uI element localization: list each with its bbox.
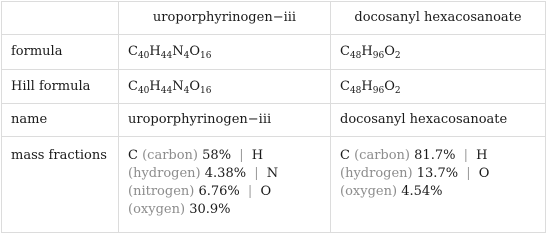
element-count: 4 — [183, 85, 190, 96]
name-compound1: uroporphyrinogen−iii — [119, 104, 331, 137]
hill-formula-compound2 — [331, 70, 546, 104]
element-symbol: H — [149, 44, 161, 59]
element-count: 44 — [160, 85, 173, 96]
element-symbol: O — [384, 44, 395, 59]
element-symbol: N — [172, 44, 184, 59]
fraction-separator: | — [247, 184, 253, 199]
fraction-element-name: (hydrogen) — [340, 166, 413, 181]
fraction-element-name: (hydrogen) — [128, 166, 201, 181]
row-label-hill-formula: Hill formula — [2, 70, 119, 104]
element-count: 40 — [137, 51, 150, 61]
fraction-separator: | — [239, 148, 244, 163]
mass-fractions-row — [2, 137, 546, 233]
name-compound2: docosanyl hexacosanoate — [331, 104, 546, 137]
element-count: 2 — [394, 85, 401, 96]
column-header-compound2: docosanyl hexacosanoate — [331, 2, 546, 35]
fraction-element-name: (oxygen) — [340, 184, 398, 199]
column-header-compound1: uroporphyrinogen−iii — [119, 2, 331, 35]
element-count: 16 — [199, 51, 212, 61]
fraction-separator: | — [466, 166, 471, 181]
element-symbol: C — [128, 44, 138, 59]
header-corner — [2, 2, 119, 35]
element-symbol: O — [189, 44, 200, 59]
fraction-symbol: N — [266, 166, 279, 181]
header-row — [2, 2, 546, 35]
mass-fractions-compound1 — [119, 137, 331, 233]
fraction-separator: | — [254, 166, 259, 181]
comparison-table — [1, 1, 546, 233]
fraction-symbol: H — [251, 148, 264, 163]
element-count: 4 — [183, 51, 190, 61]
fraction-symbol: O — [260, 184, 272, 199]
element-symbol: O — [384, 78, 395, 94]
element-count: 96 — [372, 51, 385, 61]
element-symbol: H — [149, 78, 161, 94]
element-count: 40 — [137, 85, 150, 96]
element-symbol: H — [361, 44, 373, 59]
fraction-value: 30.9% — [189, 202, 231, 217]
hill-formula-row — [2, 70, 546, 104]
fraction-symbol: H — [476, 148, 488, 163]
element-symbol: O — [189, 78, 200, 94]
hill-formula-compound1 — [119, 70, 331, 104]
element-symbol: N — [172, 78, 184, 94]
fraction-value: 4.54% — [401, 184, 443, 199]
mass-fractions-compound2 — [331, 137, 546, 233]
element-count: 44 — [160, 51, 173, 61]
element-count: 48 — [349, 51, 362, 61]
element-count: 2 — [394, 51, 401, 61]
fraction-element-name: (carbon) — [142, 148, 199, 163]
fraction-element-name: (carbon) — [354, 148, 411, 163]
formula-row — [2, 35, 546, 70]
element-symbol: C — [340, 44, 350, 59]
fraction-symbol: C — [128, 148, 138, 163]
row-label-mass-fractions: mass fractions — [2, 137, 119, 233]
fraction-value: 81.7% — [414, 148, 456, 163]
element-count: 96 — [372, 85, 385, 96]
element-count: 48 — [349, 85, 362, 96]
fraction-value: 58% — [202, 148, 232, 163]
fraction-element-name: (nitrogen) — [128, 184, 195, 199]
fraction-symbol: C — [340, 148, 350, 163]
fraction-value: 6.76% — [198, 184, 240, 199]
fraction-element-name: (oxygen) — [128, 202, 186, 217]
element-symbol: H — [361, 78, 373, 94]
fraction-value: 4.38% — [204, 166, 247, 181]
row-label-formula: formula — [2, 35, 119, 70]
formula-compound2 — [331, 35, 546, 70]
name-row — [2, 104, 546, 137]
row-label-name: name — [2, 104, 119, 137]
fraction-separator: | — [463, 148, 468, 163]
fraction-value: 13.7% — [416, 166, 459, 181]
formula-compound1 — [119, 35, 331, 70]
element-count: 16 — [199, 85, 212, 96]
element-symbol: C — [340, 78, 350, 94]
fraction-symbol: O — [478, 166, 490, 181]
element-symbol: C — [128, 78, 138, 94]
